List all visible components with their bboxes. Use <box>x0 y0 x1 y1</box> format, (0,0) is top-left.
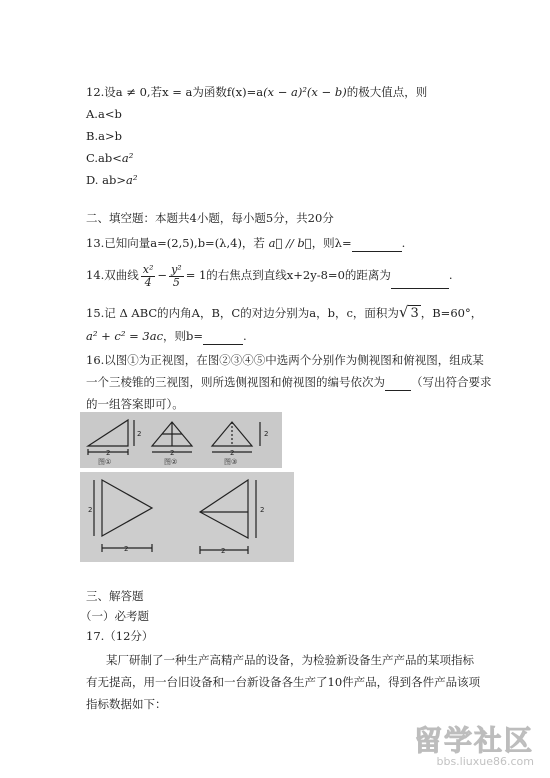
fig2-caption: 图② <box>164 458 178 466</box>
watermark-logo-text: 留学社区 <box>413 724 534 757</box>
figure-1-right-triangle <box>88 420 134 455</box>
section-answers-heading: 三、解答题 <box>86 589 144 603</box>
fig5-dim-label: 2 <box>221 547 226 555</box>
fig3-dim-label: 2 <box>230 449 235 457</box>
q17-line2: 有无提高，用一台旧设备和一台新设备各生产了10件产品，得到各件产品该项 <box>86 675 481 689</box>
sqrt-3: √ 3 <box>398 303 419 321</box>
q12-option-a: A.a<b <box>86 107 122 121</box>
fraction-y2-over-5: $\frac{\text{y²}}{5}$ <box>171 262 182 289</box>
figure-3-triangle-dashed <box>212 422 260 452</box>
fig1-dim-label: 2 <box>106 449 111 457</box>
q13-stem: 13.已知向量a=(2,5),b=(λ,4)，若 a⃗ // b⃗，则λ= . <box>86 236 406 250</box>
figures-top-svg <box>80 412 282 468</box>
q17-line1: 某厂研制了一种生产高精产品的设备，为检验新设备生产产品的某项指标 <box>106 653 474 667</box>
figure-5-triangle-with-line <box>200 480 256 554</box>
figure-4-triangle <box>94 480 152 552</box>
fig1-side-dim-label: 2 <box>137 430 142 438</box>
fig2-dim-label: 2 <box>170 449 175 457</box>
section-fill-in-heading: 二、填空题：本题共4小题，每小题5分，共20分 <box>86 211 334 225</box>
fraction-x2-over-4: $\frac{\text{x²}}{4}$ <box>142 262 154 289</box>
q16-line3: 的一组答案即可）。 <box>86 397 184 411</box>
q12-option-b: B.a>b <box>86 129 122 143</box>
fig4-side-dim-label: 2 <box>88 506 93 514</box>
q16-line1: 16.以图①为正视图，在图②③④⑤中选两个分别作为侧视图和俯视图，组成某 <box>86 353 484 367</box>
q15-line1: 15.记 Δ ABC的内角A，B，C的对边分别为a，b，c，面积为√ 3 ，B=60°， <box>86 303 483 321</box>
q17-heading: 17.（12分） <box>86 629 154 643</box>
q14-stem: 14.双曲线 $\frac{\text{x²}}{4}$ − $\frac{\text{y²}}{5}$ = 1的右焦点到直线x+2y-8=0的距离为 . <box>86 262 453 289</box>
site-watermark <box>414 726 534 768</box>
figures-bottom-svg <box>80 472 294 562</box>
watermark-url: bbs.liuxue86.com <box>436 755 534 768</box>
three-view-figures-top <box>80 412 282 468</box>
q12-stem: 12.设a ≠ 0,若x = a为函数f(x)=a(x − a)²(x − b)的极大值点，则 <box>86 85 428 99</box>
figure-2-isosceles-triangle <box>152 422 192 452</box>
fig3-side-dim-label: 2 <box>264 430 269 438</box>
q12-option-c: C.ab<a² <box>86 151 134 165</box>
fig5-side-dim-label: 2 <box>260 506 265 514</box>
q16-line2: 一个三棱锥的三视图，则所选侧视图和俯视图的编号依次为 （写出符合要求 <box>86 375 492 389</box>
answer-blank <box>391 262 449 289</box>
answer-blank <box>203 328 243 345</box>
answer-blank <box>385 374 411 391</box>
three-view-figures-bottom <box>80 472 294 562</box>
q17-line3: 指标数据如下： <box>86 697 167 711</box>
required-subheading: （一）必考题 <box>80 609 149 623</box>
q12-option-d: D. ab>a² <box>86 173 138 187</box>
fig3-caption: 图③ <box>224 458 238 466</box>
answer-blank <box>352 235 402 252</box>
fig4-dim-label: 2 <box>124 545 129 553</box>
fig1-caption: 图① <box>98 458 112 466</box>
q15-line2: a² + c² = 3ac，则b= . <box>86 329 247 343</box>
